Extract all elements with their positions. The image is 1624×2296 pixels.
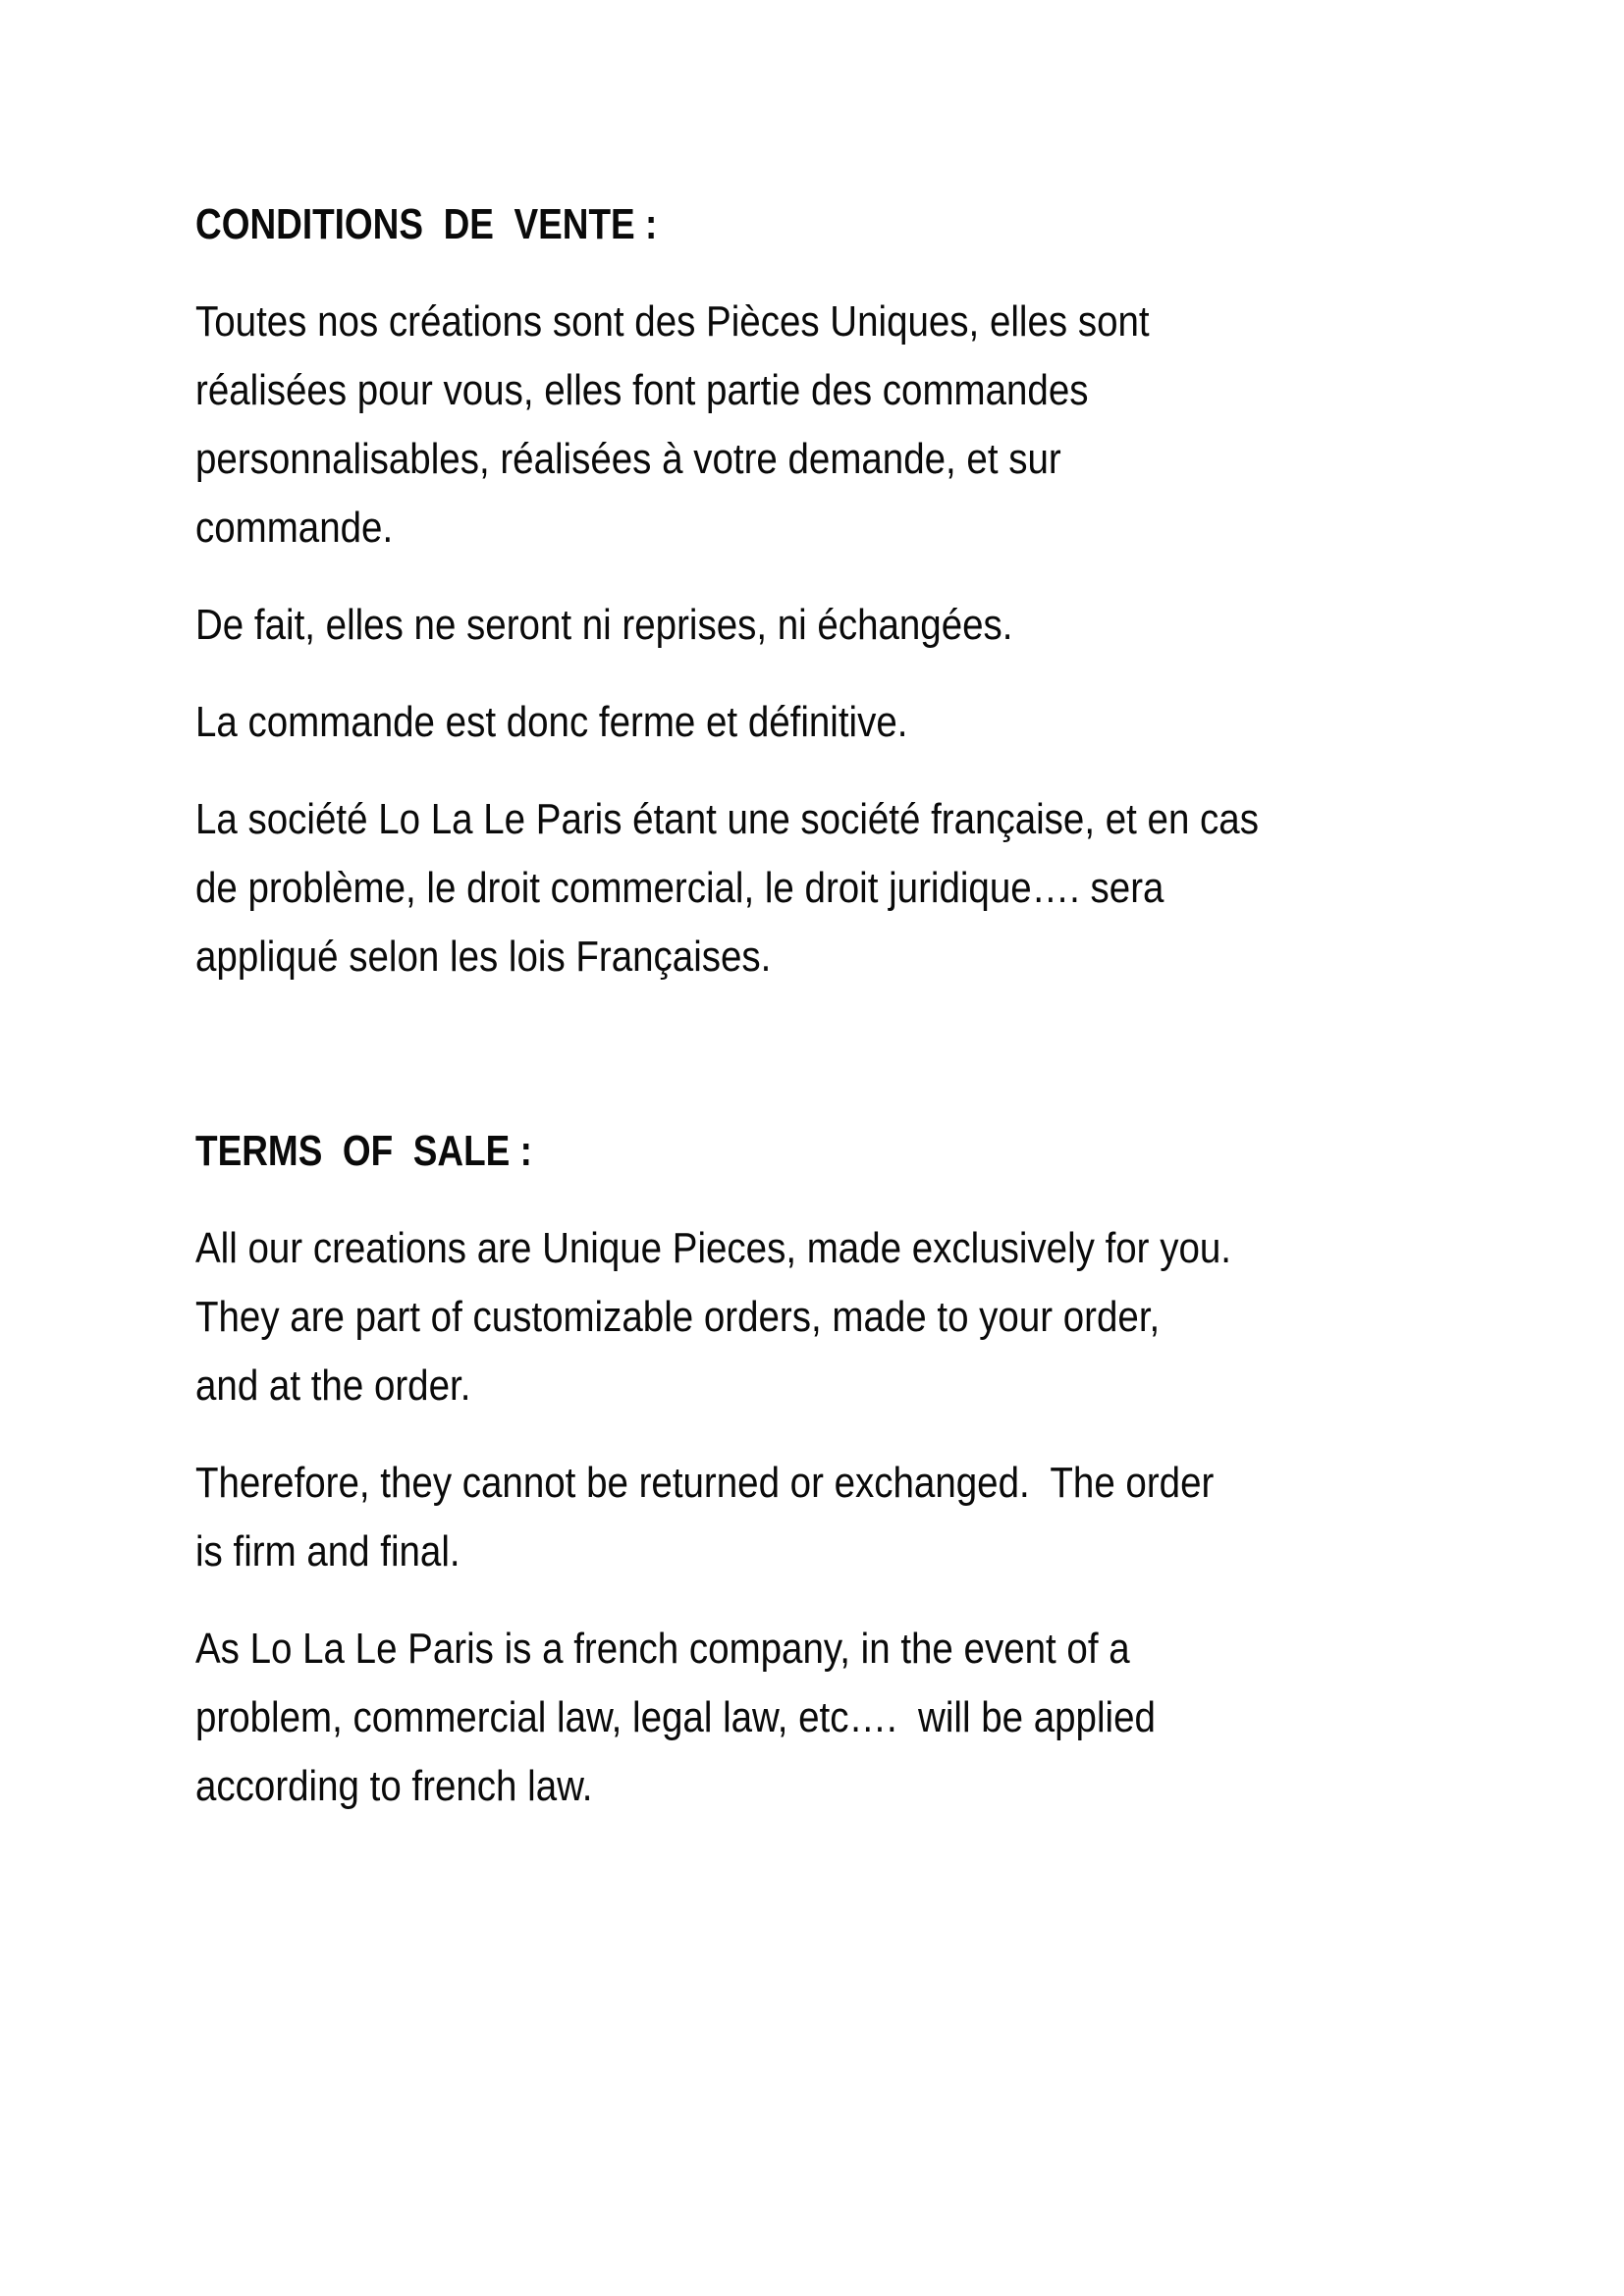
paragraph-line: and at the order. (195, 1362, 471, 1410)
paragraph-line: La société Lo La Le Paris étant une société française, et en cas (195, 795, 1259, 843)
paragraph-line: problem, commercial law, legal law, etc…. will be applied (195, 1693, 1156, 1741)
paragraph-line: personnalisables, réalisées à votre demande, et sur (195, 435, 1061, 483)
paragraph-line: is firm and final. (195, 1527, 460, 1575)
heading-text: CONDITIONS DE VENTE : (195, 200, 658, 248)
paragraph-line: de problème, le droit commercial, le droit juridique…. sera (195, 864, 1164, 912)
section-terms-of-sale (195, 1117, 1433, 1821)
paragraph-line: As Lo La Le Paris is a french company, in the event of a (195, 1625, 1130, 1673)
paragraph-line: They are part of customizable orders, made to your order, (195, 1293, 1161, 1341)
paragraph-line: All our creations are Unique Pieces, made exclusively for you. (195, 1224, 1231, 1272)
paragraph-line: réalisées pour vous, elles font partie des commandes (195, 366, 1089, 414)
paragraph-unique-pieces (195, 288, 1433, 562)
paragraph-line: Therefore, they cannot be returned or exchanged. The order (195, 1459, 1215, 1507)
paragraph-unique-pieces (195, 1214, 1433, 1420)
paragraph-no-returns (195, 1449, 1433, 1586)
section-heading (195, 190, 1433, 259)
paragraph-line: De fait, elles ne seront ni reprises, ni échangées. (195, 601, 1013, 649)
paragraph-line: La commande est donc ferme et définitive. (195, 698, 908, 746)
section-conditions-de-vente (195, 190, 1433, 991)
paragraph-line: commande. (195, 504, 394, 552)
heading-text: TERMS OF SALE : (195, 1127, 532, 1175)
paragraph-french-law (195, 1615, 1433, 1821)
section-heading (195, 1117, 1433, 1186)
paragraph-french-law (195, 785, 1433, 991)
paragraph-no-returns (195, 591, 1433, 660)
paragraph-line: according to french law. (195, 1762, 593, 1810)
paragraph-firm-order (195, 688, 1433, 757)
paragraph-line: appliqué selon les lois Françaises. (195, 933, 772, 981)
document-page (195, 190, 1433, 1821)
paragraph-line: Toutes nos créations sont des Pièces Uniques, elles sont (195, 297, 1150, 346)
